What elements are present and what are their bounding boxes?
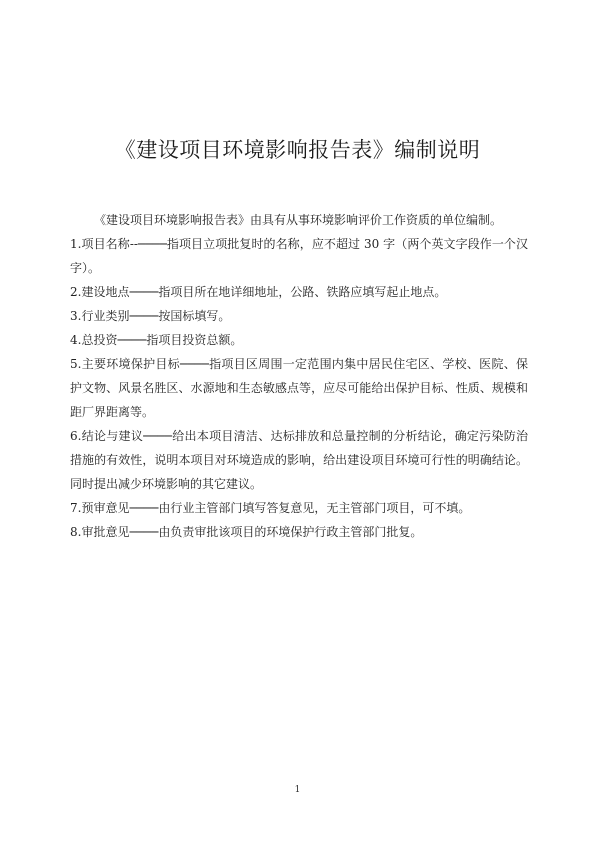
item-construction-site: 2.建设地点────指项目所在地详细地址，公路、铁路应填写起止地点。 <box>70 285 447 299</box>
intro-paragraph: 《建设项目环境影响报告表》由具有从事环境影响评价工作资质的单位编制。 <box>94 213 503 227</box>
item-pre-review: 7.预审意见────由行业主管部门填写答复意见，无主管部门项目，可不填。 <box>70 501 471 515</box>
page-number: 1 <box>294 785 301 795</box>
item-project-name: 1.项目名称--────指项目立项批复时的名称，应不超过 30 字（两个英文字段作一个汉字）。 <box>70 237 528 275</box>
item-industry-category: 3.行业类别────按国标填写。 <box>70 309 231 323</box>
item-total-investment: 4.总投资────指项目投资总额。 <box>70 333 243 347</box>
page-title: 《建设项目环境影响报告表》编制说明 <box>114 138 481 162</box>
document-body <box>70 208 528 544</box>
item-approval: 8.审批意见────由负责审批该项目的环境保护行政主管部门批复。 <box>70 525 423 539</box>
item-protection-targets: 5.主要环境保护目标────指项目区周围一定范围内集中居民住宅区、学校、医院、保护文物、风景名胜区、水源地和生态敏感点等，应尽可能给出保护目标、性质、规模和距厂界距离等。 <box>70 357 528 419</box>
item-conclusions: 6.结论与建议────给出本项目清洁、达标排放和总量控制的分析结论，确定污染防治措施的有效性，说明本项目对环境造成的影响，给出建设项目环境可行性的明确结论。同时提出减少环境影响的其它建议。 <box>70 429 528 491</box>
